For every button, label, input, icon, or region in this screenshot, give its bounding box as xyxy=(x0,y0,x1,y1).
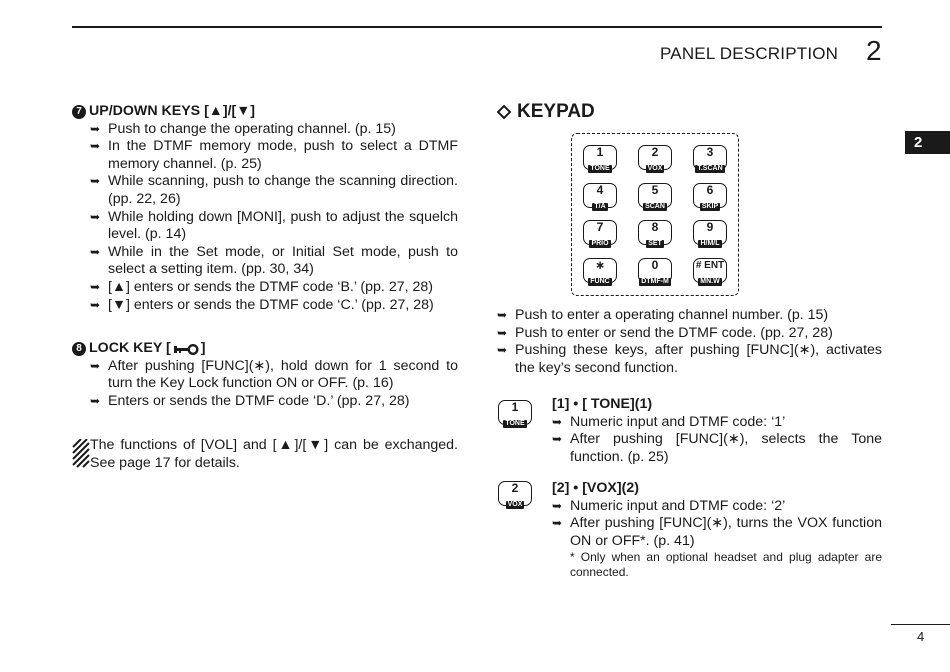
list-item: ➥ While holding down [MONI], push to adjust the squelch level. (p. 14) xyxy=(90,208,458,243)
keypad-key-9[interactable]: 9 H/M/L xyxy=(693,220,727,245)
list-item: ➥ While in the Set mode, or Initial Set mode, push to select a setting item. (pp. 30, 34) xyxy=(90,243,458,278)
updown-heading xyxy=(72,103,458,121)
list-item: ➥ Pushing these keys, after pushing [FUNC](∗), activates the key’s second function. xyxy=(497,342,882,376)
arrow-icon: ➥ xyxy=(90,393,101,408)
arrow-icon: ➥ xyxy=(497,325,508,340)
lock-heading xyxy=(72,340,458,358)
keypad-key-5[interactable]: 5 SCAN xyxy=(638,183,672,208)
list-item: ➥ After pushing [FUNC](∗), turns the VOX function ON or OFF*. (p. 41) xyxy=(552,515,882,549)
note xyxy=(72,437,458,472)
item-number-badge: 7 xyxy=(72,105,86,119)
keypad-key-hash[interactable]: # ENT MN.W xyxy=(693,258,727,283)
keypad-key-1[interactable]: 1 TONE xyxy=(583,145,617,170)
arrow-icon: ➥ xyxy=(90,121,101,136)
keypad-key-2[interactable]: 2 VOX xyxy=(638,145,672,170)
key-2-icon: 2 VOX xyxy=(498,481,532,506)
key-1-section xyxy=(552,396,882,466)
arrow-icon: ➥ xyxy=(497,343,508,358)
lock-section xyxy=(72,340,458,410)
arrow-icon: ➥ xyxy=(552,414,563,429)
lock-title-suffix: ] xyxy=(200,340,206,356)
arrow-icon: ➥ xyxy=(90,297,101,312)
list-item: ➥ While scanning, push to change the scanning direction. (pp. 22, 26) xyxy=(90,173,458,207)
keypad-key-3[interactable]: 3 T.SCAN xyxy=(693,145,727,170)
arrow-icon: ➥ xyxy=(90,209,101,224)
keypad-key-4[interactable]: 4 T/A xyxy=(583,183,617,208)
arrow-icon: ➥ xyxy=(552,516,563,531)
updown-title: UP/DOWN KEYS [▲]/[▼] xyxy=(89,103,256,119)
list-item: ➥ Numeric input and DTMF code: ‘1’ xyxy=(552,413,786,430)
list-item: ➥ After pushing [FUNC](∗), selects the Tone function. (p. 25) xyxy=(552,431,882,465)
keypad-diagram xyxy=(571,133,739,296)
bottom-rule xyxy=(891,624,950,625)
arrow-icon: ➥ xyxy=(497,308,508,322)
list-item: ➥ Numeric input and DTMF code: ‘2’ xyxy=(552,497,786,514)
side-tab: 2 xyxy=(905,131,950,154)
list-item: ➥ [▼] enters or sends the DTMF code ‘C.’ (pp. 27, 28) xyxy=(90,296,434,313)
arrow-icon: ➥ xyxy=(552,498,563,513)
keypad-key-6[interactable]: 6 SKIP xyxy=(693,183,727,208)
item-number-badge: 8 xyxy=(72,342,86,356)
key-1-title: [1] • [ TONE](1) xyxy=(552,396,653,412)
arrow-icon: ➥ xyxy=(90,174,101,189)
keypad-key-8[interactable]: 8 SET xyxy=(638,220,672,245)
diamond-icon xyxy=(497,105,511,119)
footnote: * Only when an optional headset and plug adapter are connected. xyxy=(570,550,882,580)
keypad-key-0[interactable]: 0 DTMF-M xyxy=(638,258,672,283)
chapter-number: 2 xyxy=(866,35,882,66)
updown-section xyxy=(72,103,458,314)
keypad-key-7[interactable]: 7 PRIO xyxy=(583,220,617,245)
keypad-heading xyxy=(497,101,595,123)
arrow-icon: ➥ xyxy=(90,244,101,259)
list-item: ➥ Push to enter or send the DTMF code. (pp. 27, 28) xyxy=(497,324,833,341)
list-item: ➥ In the DTMF memory mode, push to select a DTMF memory channel. (p. 25) xyxy=(90,138,458,172)
key-1-icon: 1 TONE xyxy=(498,400,532,425)
section-title: PANEL DESCRIPTION xyxy=(660,44,839,63)
list-item: ➥ Enters or sends the DTMF code ‘D.’ (pp. 27, 28) xyxy=(90,392,410,409)
note-text: The functions of [VOL] and [▲]/[▼] can be exchanged. See page 17 for details. xyxy=(90,437,458,471)
arrow-icon: ➥ xyxy=(90,358,101,373)
keypad-description xyxy=(497,307,882,377)
keypad-title: KEYPAD xyxy=(517,101,595,122)
lock-title-prefix: LOCK KEY [ xyxy=(89,340,171,356)
arrow-icon: ➥ xyxy=(90,279,101,294)
keypad-key-star[interactable]: ∗ FUNC xyxy=(583,258,617,283)
list-item: ➥ [▲] enters or sends the DTMF code ‘B.’ (pp. 27, 28) xyxy=(90,278,433,295)
page-number: 4 xyxy=(917,629,925,644)
key-2-section xyxy=(552,480,882,580)
note-icon xyxy=(72,439,90,469)
list-item: ➥ Push to change the operating channel. (p. 15) xyxy=(90,120,396,137)
key-icon xyxy=(173,343,199,355)
list-item: ➥ After pushing [FUNC](∗), hold down for 1 second to turn the Key Lock function ON or OFF. (p. 16) xyxy=(90,357,458,392)
top-rule xyxy=(72,26,882,28)
arrow-icon: ➥ xyxy=(552,432,563,447)
arrow-icon: ➥ xyxy=(90,139,101,154)
list-item: ➥ Push to enter a operating channel number. (p. 15) xyxy=(497,307,829,323)
key-2-title: [2] • [VOX](2) xyxy=(552,480,639,496)
